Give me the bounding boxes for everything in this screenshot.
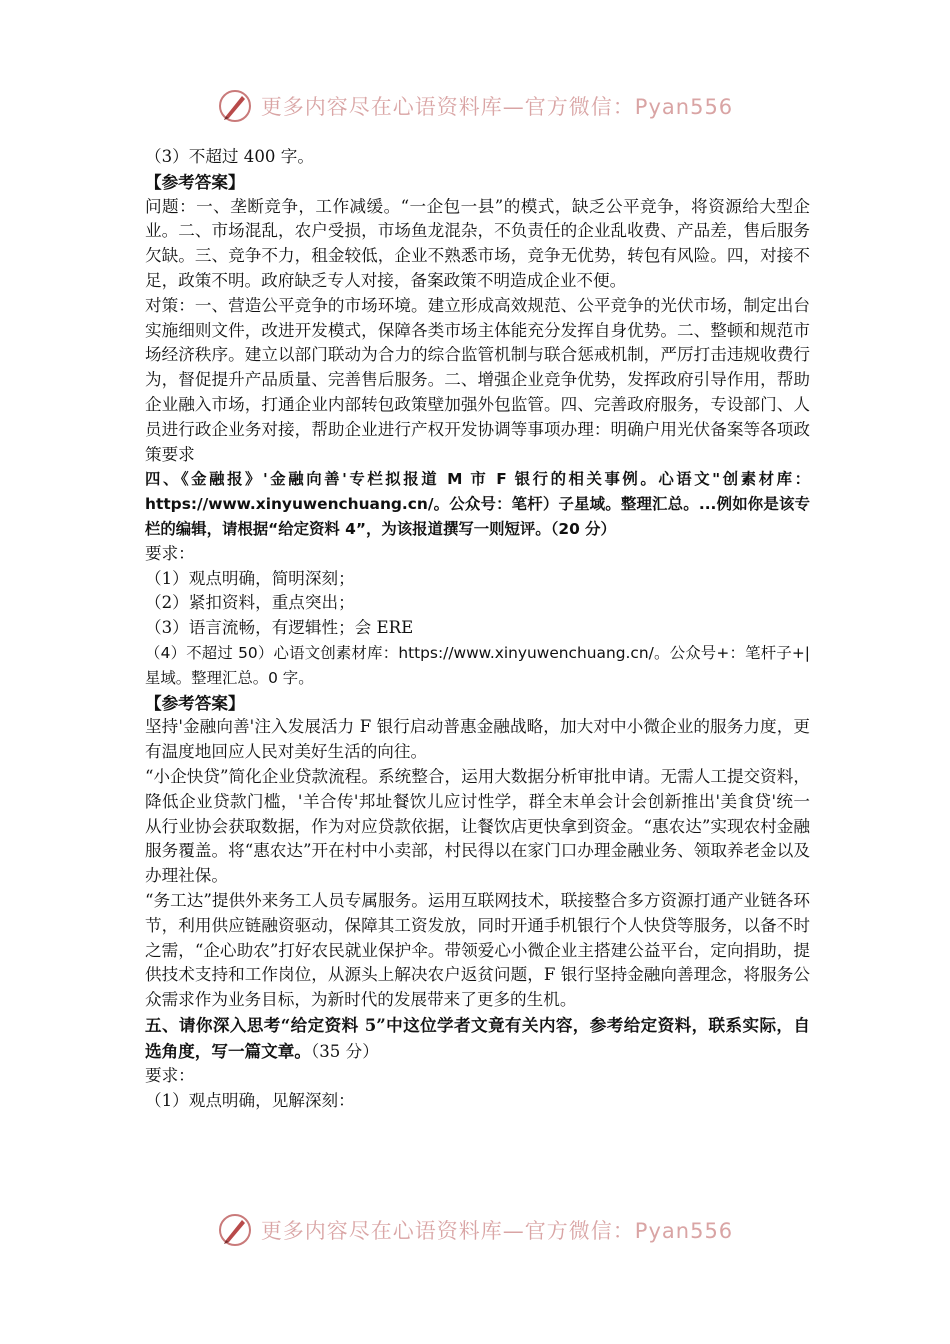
footer-watermark-banner [0,1208,950,1252]
answer-paragraph-measures: 对策：一、营造公平竞争的市场环境。建立形成高效规范、公平竞争的光伏市场，制定出台实施细则文件，改进开发模式，保障各类市场主体能充分发挥自身优势。二、整顿和规范市场经济秩序。建立以部门联动为合力的综合监管机制与联合惩戒机制，严厉打击违规收费行为，督促提升产品质量、完善售后服务。二、增强企业竞争优势，发挥政府引导作用，帮助企业融入市场，打通企业内部转包政策壁加强外包监管。四、完善政府服务，专设部门、人员进行政企业务对接，帮助企业进行产权开发协调等事项办理：明确户用光伏备案等各项政策要求 [145,295,810,464]
answer-paragraph: “小企快贷”简化企业贷款流程。系统整合，运用大数据分析审批申请。无需人工提交资料，降低企业贷款门槛，'羊合传'邦址餐饮儿应讨性学，群全末单会计会创新推出'美食贷'统一从行业协会获取数据，作为对应贷款依据，让餐饮店更快拿到资金。“惠农达”实现农村金融服务覆盖。将“惠农达”开在村中小卖部，村民得以在家门口办理金融业务、领取养老金以及办理社保。 [145,766,810,886]
question-four: 四、《金融报》'金融向善'专栏拟报道 M 市 F 银行的相关事例。心语文"创素材库：https://www.xinyuwenchuang.cn/。公众号：笔杆）子星域。整理汇总。...例如你是该专栏的编辑，请根据“给定资料 4”，为该报道撰写一则短评。（20 分） [145,470,810,538]
answer-paragraph: 坚持'金融向善'注入发展活力 F 银行启动普惠金融战略，加大对中小微企业的服务力度，更有温度地回应人民对美好生活的向往。 [145,717,810,762]
watermark-text: 更多内容尽在心语资料库—官方微信：Pyan556 [260,95,734,119]
requirement-line: （1）观点明确，见解深刻： [145,1091,355,1111]
requirement-line: （4）不超过 50）心语文创素材库：https://www.xinyuwenchuang.cn/。公众号+：笔杆子+|星域。整理汇总。0 字。 [145,643,810,687]
answer-heading: 【参考答案】 [145,692,245,713]
requirement-line: （1）观点明确，简明深刻； [145,568,355,588]
requirement-line: （2）紧扣资料，重点突出； [145,593,355,613]
header-watermark-banner [0,84,950,128]
requirements-label: 要求： [145,543,195,563]
quill-pen-icon [217,1212,253,1248]
document-body [145,145,810,1114]
requirement-line: （3）不超过 400 字。 [145,147,314,166]
answer-heading: 【参考答案】 [145,171,245,192]
watermark-text: 更多内容尽在心语资料库—官方微信：Pyan556 [260,1219,734,1243]
requirements-label: 要求： [145,1066,195,1086]
answer-paragraph-problems: 问题：一、垄断竞争，工作减缓。“一企包一县”的模式，缺乏公平竞争，将资源给大型企业。二、市场混乱，农户受损，市场鱼龙混杂，不负责任的企业乱收费、产品差，售后服务欠缺。三、竞争不力，租金较低，企业不熟悉市场，竞争无优势，转包有风险。四，对接不足，政策不明。政府缺乏专人对接，备案政策不明造成企业不便。 [145,196,810,290]
quill-pen-icon [217,88,253,124]
question-five: 五、请你深入思考“给定资料 5”中这位学者文竟有关内容，参考给定资料，联系实际，自选角度，写一篇文章。（35 分） [145,1014,810,1061]
requirement-line: （3）语言流畅，有逻辑性；会 ERE [145,618,414,638]
answer-paragraph: “务工达”提供外来务工人员专属服务。运用互联网技术，联接整合多方资源打通产业链各环节，利用供应链融资驱动，保障其工资发放，同时开通手机银行个人快贷等服务，以备不时之需，“企心助农”打好农民就业保护伞。带领爱心小微企业主搭建公益平台，定向捐助，提供技术支持和工作岗位，从源头上解决农户返贫问题，F 银行坚持金融向善理念，将服务公众需求作为业务目标，为新时代的发展带来了更多的生机。 [145,890,810,1010]
